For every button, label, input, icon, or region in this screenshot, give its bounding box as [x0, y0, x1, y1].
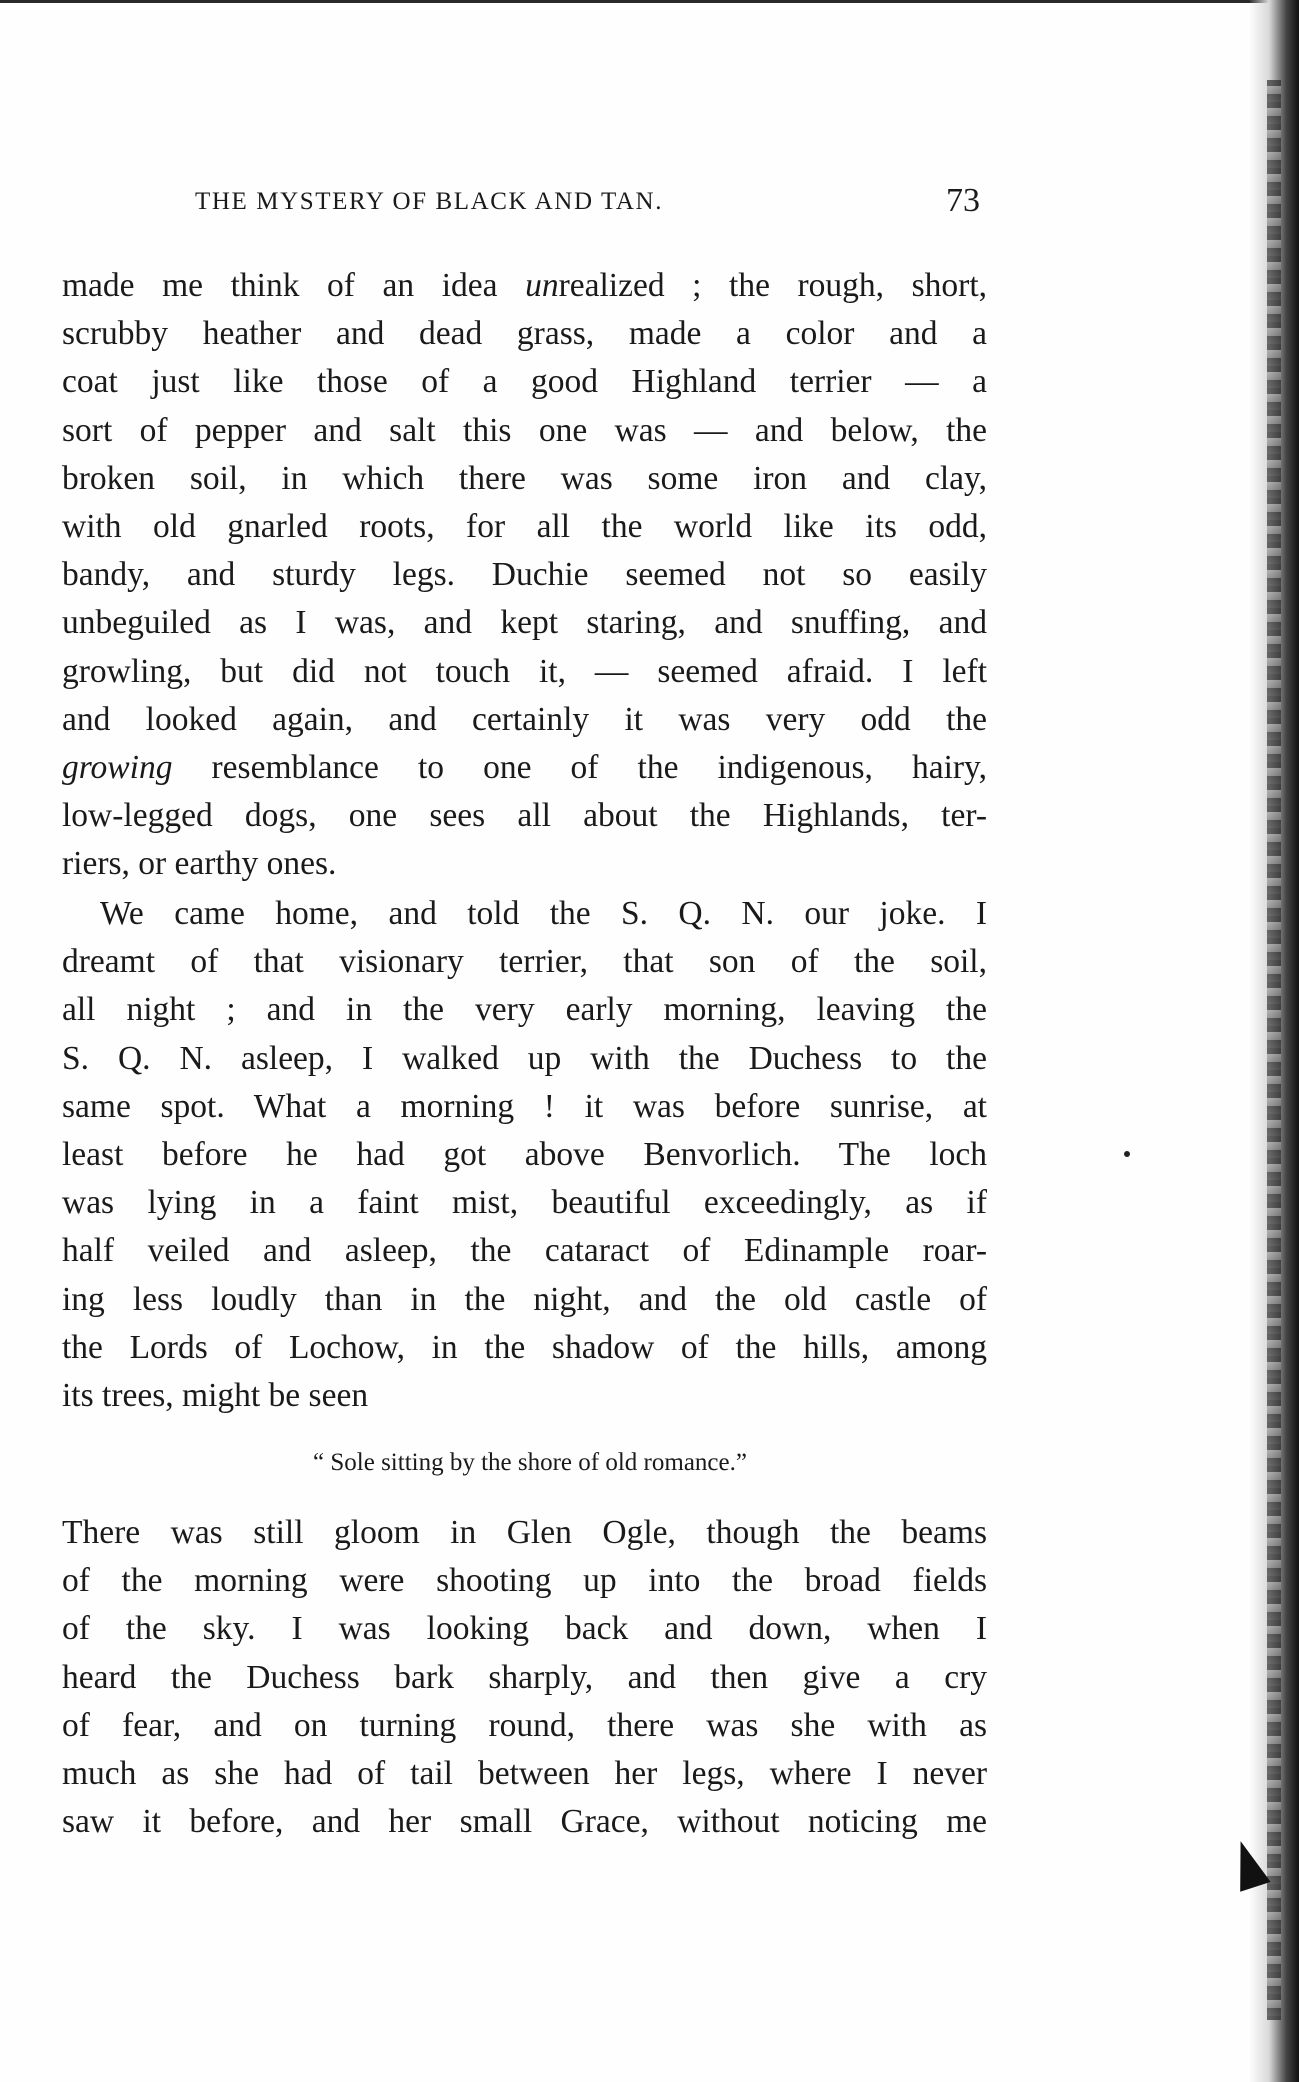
text-line: and looked again, and certainly it was very odd the [62, 700, 987, 738]
text-line: riers, or earthy ones. [62, 845, 337, 883]
paragraph-2 [62, 890, 987, 1420]
text-line: of the sky. I was looking back and down, when I [62, 1610, 987, 1648]
text-line: was lying in a faint mist, beautiful exceedingly, as if [62, 1184, 987, 1222]
text-line: dreamt of that visionary terrier, that son of the soil, [62, 943, 987, 981]
running-title: THE MYSTERY OF BLACK AND TAN. [195, 188, 664, 215]
text-line: We came home, and told the S. Q. N. our joke. I [100, 895, 987, 932]
text-line: coat just like those of a good Highland terrier — a [62, 363, 987, 401]
text-line: much as she had of tail between her legs, where I never [62, 1754, 987, 1792]
text-line: growing resemblance to one of the indigenous, hairy, [62, 748, 987, 786]
text-line: heard the Duchess bark sharply, and then give a cry [62, 1658, 987, 1696]
text-line: least before he had got above Benvorlich. The loch [62, 1135, 987, 1173]
text-line: scrubby heather and dead grass, made a color and a [62, 315, 987, 353]
text-line: saw it before, and her small Grace, without noticing me [62, 1803, 987, 1841]
binding-texture [1267, 80, 1281, 2020]
running-head [0, 182, 1000, 228]
text-line: sort of pepper and salt this one was — and below, the [62, 411, 987, 449]
top-edge-rule [0, 0, 1299, 3]
text-line: of the morning were shooting up into the broad fields [62, 1562, 987, 1600]
paragraph-3 [62, 1509, 987, 1846]
text-line: same spot. What a morning ! it was before sunrise, at [62, 1087, 987, 1125]
page-number: 73 [946, 182, 980, 219]
text-line: its trees, might be seen [62, 1376, 369, 1414]
text-line: broken soil, in which there was some iron and clay, [62, 459, 987, 497]
verse-quotation: “ Sole sitting by the shore of old romance.” [313, 1449, 747, 1476]
paragraph-1 [62, 262, 987, 888]
text-line: the Lords of Lochow, in the shadow of the hills, among [62, 1328, 987, 1366]
text-line: half veiled and asleep, the cataract of Edinample roar- [62, 1232, 987, 1270]
text-line: ing less loudly than in the night, and the old castle of [62, 1280, 987, 1318]
stray-ink-dot [1124, 1151, 1130, 1157]
text-line: made me think of an idea unrealized ; the rough, short, [62, 267, 987, 304]
text-line: with old gnarled roots, for all the world like its odd, [62, 507, 987, 545]
text-line: bandy, and sturdy legs. Duchie seemed not so easily [62, 556, 987, 594]
text-line: all night ; and in the very early morning, leaving the [62, 991, 987, 1029]
text-line: of fear, and on turning round, there was she with as [62, 1706, 987, 1744]
text-line: S. Q. N. asleep, I walked up with the Duchess to the [62, 1039, 987, 1077]
text-line: unbeguiled as I was, and kept staring, and snuffing, and [62, 604, 987, 642]
text-line: There was still gloom in Glen Ogle, though the beams [62, 1514, 987, 1551]
text-line: low-legged dogs, one sees all about the Highlands, ter- [62, 797, 987, 835]
text-line: growling, but did not touch it, — seemed afraid. I left [62, 652, 987, 690]
